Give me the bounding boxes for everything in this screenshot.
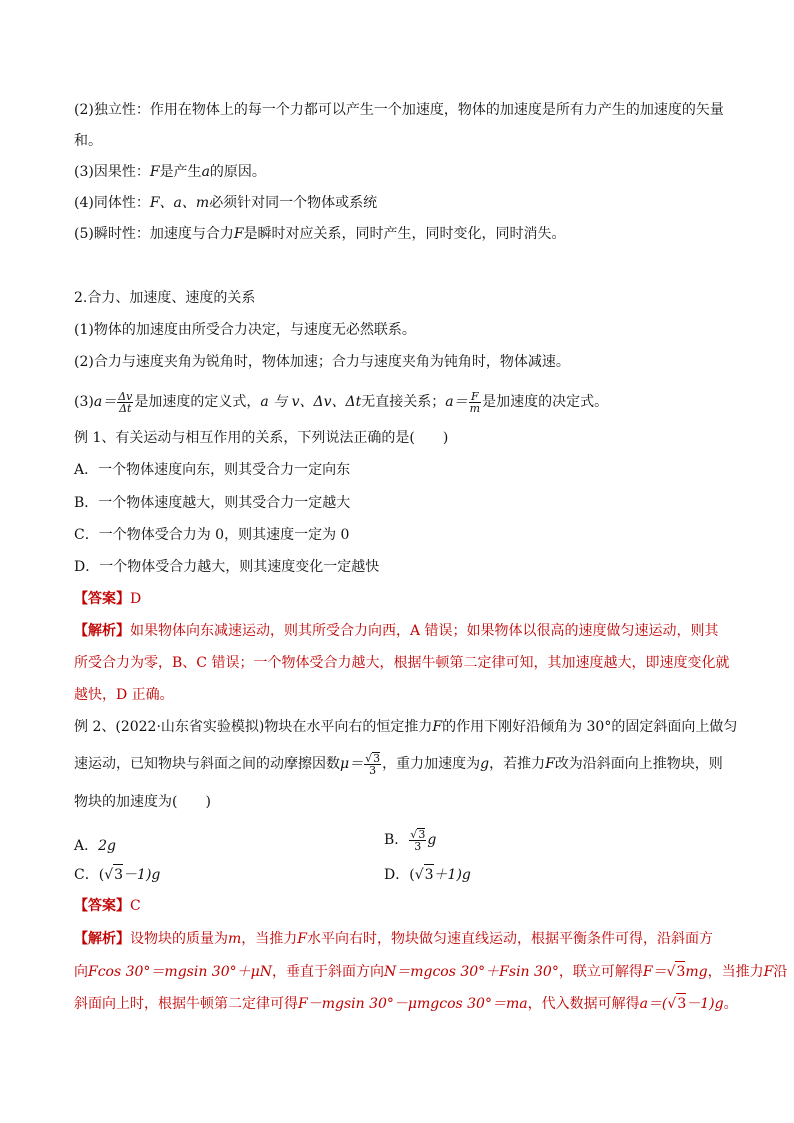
stem-text: 速运动，已知物块与斜面之间的动摩擦因数 — [74, 756, 340, 772]
answer-tag: 【答案】 — [74, 898, 130, 914]
example2-stem-line-2 — [74, 746, 723, 782]
item3-mid2: 无直接关系； — [361, 394, 446, 410]
fraction-sqrt3-over-3: $\frac{√3}{3}$ — [410, 828, 426, 853]
option-value: ＋1)g — [433, 867, 471, 883]
independence-cont-text: 和。 — [74, 133, 102, 149]
sqrt-radicand: 3 — [676, 993, 686, 1014]
example1-analysis-line-2: 所受合力为零，B、C 错误；一个物体受合力越大，根据牛顿第二定律可知，其加速度越大，即速度变化就 — [74, 655, 730, 671]
answer-tag: 【答案】 — [74, 591, 130, 607]
example1-answer — [74, 589, 141, 609]
section-heading: 2.合力、加速度、速度的关系 — [74, 290, 256, 306]
relation-item-3 — [74, 384, 608, 420]
stem-text: 改为沿斜面向上推物块，则 — [554, 756, 723, 772]
analysis-tag: 【解析】 — [74, 623, 130, 639]
mg-symbol: mg — [685, 964, 708, 980]
a-equals: a＝ — [445, 394, 468, 410]
example1-analysis-line-3: 越快，D 正确。 — [74, 687, 174, 703]
property-identity — [74, 193, 377, 213]
item3-prefix: (3) — [74, 394, 94, 410]
analysis-tag: 【解析】 — [74, 931, 130, 947]
analysis-text: 如果物体向东减速运动，则其所受合力向西，A 错误；如果物体以很高的速度做匀速运动，则其 — [130, 623, 719, 639]
analysis-text: 。 — [723, 996, 738, 1012]
causality-end: 的原因。 — [209, 164, 266, 180]
instant-text: 是瞬时对应关系，同时产生，同时变化，同时消失。 — [243, 226, 566, 242]
option-label: D． — [384, 867, 410, 883]
frac-denominator: Δt — [119, 401, 132, 415]
analysis-text: ，代入数据可解得 — [527, 996, 640, 1012]
a-relation-symbols: a 与 v、Δv、Δt — [260, 394, 362, 410]
answer-value: C — [130, 898, 141, 914]
sqrt-radicand: 3 — [373, 752, 381, 765]
equation-parallel: Fcos 30°＝mgsin 30°＋μN — [88, 964, 272, 980]
frac-numerator: F — [469, 391, 481, 403]
sqrt-radicand: 3 — [418, 828, 426, 841]
example2-option-d: D．(√3＋1)g — [384, 864, 471, 885]
example1-option-a: A．一个物体速度向东，则其受合力一定向东 — [74, 462, 351, 478]
example1-analysis-line-1 — [74, 621, 719, 641]
symbol-F: F — [763, 964, 774, 980]
example1-option-b: B．一个物体速度越大，则其受合力一定越大 — [74, 495, 351, 511]
symbol-g: g — [480, 756, 490, 772]
option-value: 2g — [98, 838, 116, 854]
analysis-text: ，垂直于斜面方向 — [271, 964, 384, 980]
symbol-F: F — [297, 931, 307, 947]
example2-stem-line-3: 物块的加速度为( ) — [74, 794, 211, 810]
example2-option-b — [384, 822, 436, 858]
stem-text: 的作用下刚好沿倾角为 30°的固定斜面向上做匀 — [442, 719, 738, 735]
symbol-F: F — [432, 719, 443, 735]
fraction-dv-dt — [117, 391, 133, 414]
a-result-suffix: －1)g — [686, 996, 724, 1012]
analysis-text: 向 — [74, 964, 88, 980]
causality-mid: 是产生 — [159, 164, 202, 180]
causality-label: (3)因果性： — [74, 164, 150, 180]
analysis-text: 设物块的质量为 — [130, 931, 228, 947]
sqrt-radicand: 3 — [675, 961, 685, 982]
sqrt-radicand: 3 — [113, 864, 123, 885]
paren: ( — [409, 867, 415, 883]
relation-item-2: (2)合力与速度夹角为锐角时，物体加速；合力与速度夹角为钝角时，物体减速。 — [74, 354, 570, 370]
sqrt-radicand: 3 — [424, 864, 434, 885]
a-result-prefix: a＝( — [639, 996, 668, 1012]
fraction-sqrt3-over-3: $\frac{√3}{3}$ — [365, 752, 381, 777]
stem-text: ，若推力 — [489, 756, 546, 772]
identity-label: (4)同体性： — [74, 195, 150, 211]
symbol-F: F — [545, 756, 555, 772]
symbol-m: m — [228, 931, 242, 947]
relation-item-1: (1)物体的加速度由所受合力决定，与速度无必然联系。 — [74, 322, 416, 338]
example1-option-d: D．一个物体受合力越大，则其速度变化一定越快 — [74, 559, 380, 575]
item3-suffix: 是加速度的决定式。 — [482, 394, 609, 410]
analysis-text: 水平向右时，物块做匀速直线运动，根据平衡条件可得，沿斜面方 — [307, 931, 713, 947]
analysis-text: ，当推力 — [241, 931, 298, 947]
property-independence-cont — [74, 131, 102, 151]
option-value: －1)g — [123, 867, 161, 883]
independence-text: (2)独立性：作用在物体上的每一个力都可以产生一个加速度，物体的加速度是所有力产生的加速度的矢量 — [74, 102, 724, 118]
frac-numerator: Δv — [118, 389, 133, 403]
option-label: A． — [74, 838, 99, 854]
item3-mid1: 是加速度的定义式， — [134, 394, 261, 410]
example2-options-row-1 — [74, 828, 116, 864]
property-independence — [74, 100, 724, 120]
F-equals: F＝ — [642, 964, 667, 980]
identity-text: 必须针对同一个物体或系统 — [209, 195, 378, 211]
symbol-g: g — [427, 832, 437, 848]
frac-denominator: 3 — [414, 840, 422, 853]
option-label: B． — [384, 832, 409, 848]
frac-denominator: m — [469, 401, 481, 415]
symbol-a: a — [201, 164, 210, 180]
equation-newton: F－mgsin 30°－μmgcos 30°＝ma — [298, 996, 528, 1012]
symbol-F: F — [149, 164, 160, 180]
answer-value: D — [130, 591, 142, 607]
symbol-F: F — [233, 226, 244, 242]
example1-option-c: C．一个物体受合力为 0，则其速度一定为 0 — [74, 527, 350, 543]
example2-analysis-line-1 — [74, 929, 713, 949]
example1-stem: 例 1、有关运动与相互作用的关系，下列说法正确的是( ) — [74, 430, 449, 446]
property-instantaneity — [74, 224, 566, 244]
analysis-text: 沿 — [773, 964, 788, 980]
example2-analysis-line-2: 向Fcos 30°＝mgsin 30°＋μN，垂直于斜面方向N＝mgcos 30°＋Fsin 30°，联立可解得F＝√3mg，当推力F沿 — [74, 961, 787, 982]
example2-option-c: C．(√3－1)g — [74, 864, 160, 885]
analysis-text: ，联立可解得 — [558, 964, 643, 980]
mu-equals: μ＝ — [340, 756, 364, 772]
analysis-text: ，当推力 — [707, 964, 764, 980]
example2-option-a — [74, 838, 116, 854]
equation-normal: N＝mgcos 30°＋Fsin 30° — [383, 964, 559, 980]
example2-analysis-line-3: 斜面向上时，根据牛顿第二定律可得F－mgsin 30°－μmgcos 30°＝ma，代入数据可解得a＝(√3－1)g。 — [74, 993, 738, 1014]
example2-stem-line-1 — [74, 717, 737, 737]
analysis-text: 斜面向上时，根据牛顿第二定律可得 — [74, 996, 298, 1012]
stem-text: 例 2、(2022·山东省实验模拟)物块在水平向右的恒定推力 — [74, 719, 433, 735]
example2-answer — [74, 896, 141, 916]
stem-text: ，重力加速度为 — [382, 756, 481, 772]
frac-denominator: 3 — [369, 764, 377, 777]
property-causality — [74, 162, 266, 182]
paren: ( — [98, 867, 105, 883]
a-equals: a＝ — [93, 394, 117, 410]
symbols-F-a-m: F、a、m — [149, 195, 210, 211]
option-label: C． — [74, 867, 99, 883]
instant-label: (5)瞬时性：加速度与合力 — [74, 226, 234, 242]
fraction-F-m — [469, 391, 481, 414]
